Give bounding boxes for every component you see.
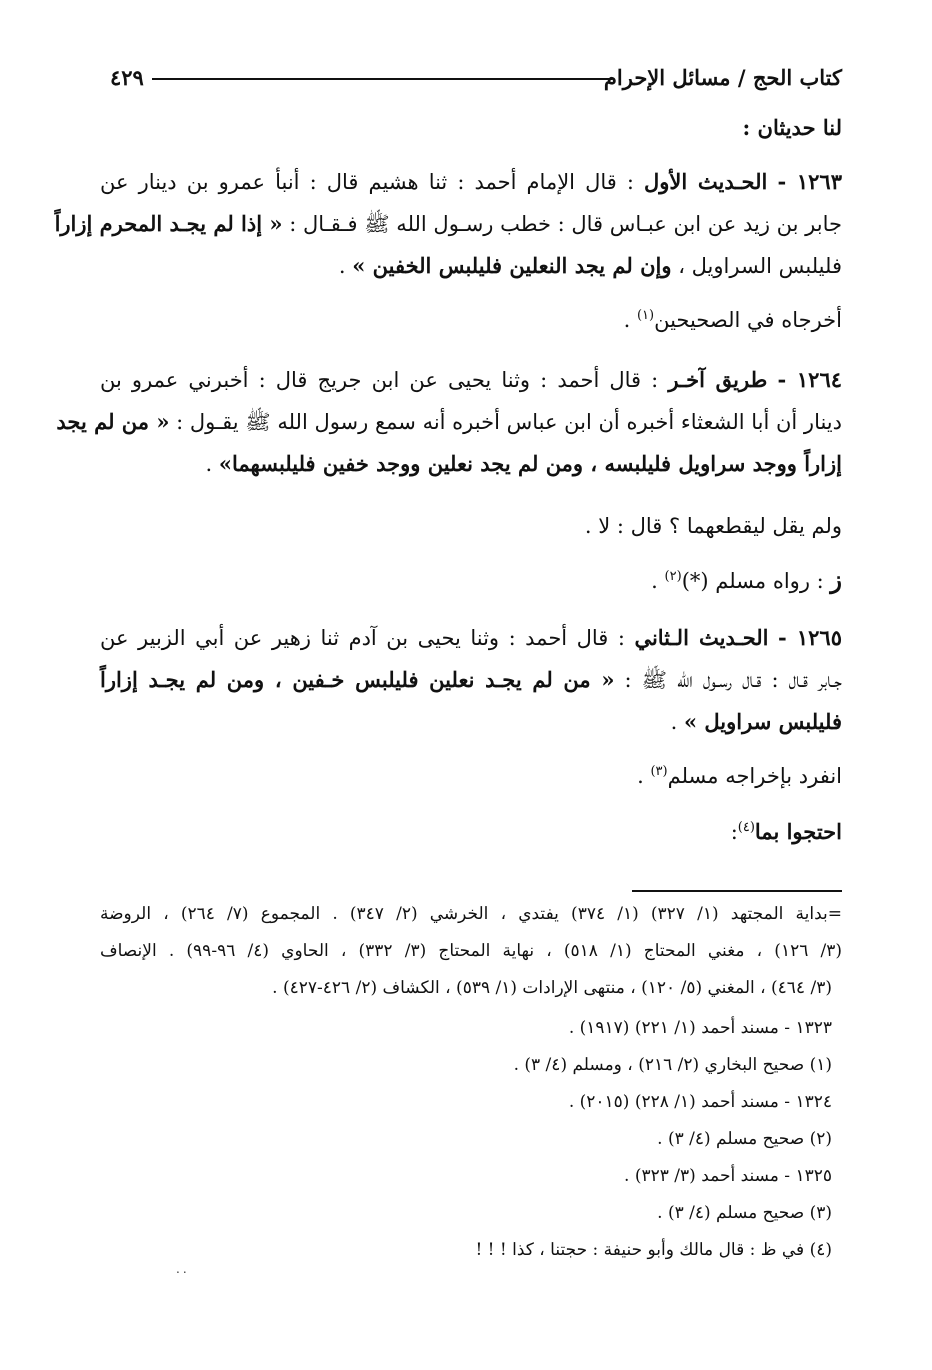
hadith-1264-line-1 (100, 362, 842, 398)
hadith-1263-takhrij (624, 302, 842, 338)
footnote-ref: (٣) (650, 764, 668, 779)
period: . (338, 254, 346, 278)
period: . (670, 710, 678, 734)
footnote-ref: (١) (636, 308, 655, 323)
footnote-4: (٤) في ظ : قال مالك وأبو حنيفة : حجتنا ، كذا ! ! ! (475, 1240, 832, 1260)
hadith-1265-line-1 (100, 620, 842, 656)
footnote-ref: (٤) (737, 820, 755, 835)
takhrij-text: انفرد بإخراجه مسلم (667, 764, 842, 788)
hadith-1263-line-2 (54, 206, 842, 242)
footnote-ref: (٢) (664, 569, 682, 584)
period: . (205, 452, 213, 476)
zawaid-text: : رواه مسلم (*) (681, 569, 824, 593)
footnote-2: (٢) صحيح مسلم (٤/ ٣) . (657, 1129, 832, 1149)
isnad-text: : قال أحمد : وثنا يحيى بن آدم ثنا زهير عن أبي الزبير عن (100, 626, 625, 650)
hadith-1263-line-1 (100, 164, 842, 200)
matn-text: « إذا لم يجـد المحرم إزاراً (54, 211, 283, 236)
footnote-1323: ١٣٢٣ - مسند أحمد (١/ ٢٢١) (١٩١٧) . (568, 1018, 832, 1038)
period: . (637, 764, 644, 788)
footnote-continued-3: (٣/ ٤٦٤) ، المغني (٥/ ١٢٠) ، منتهى الإرادات (١/ ٥٣٩) ، الكشاف (٢/ ٤٢٦-٤٢٧) . (272, 978, 832, 998)
hadith-1264-line-3 (206, 446, 843, 482)
isnad-text: جابر بن زيد عن ابن عبـاس قال : خطب رسـول الله ﷺ فـقـال : (289, 212, 842, 236)
zay-marker: ز (830, 565, 842, 594)
footnote-continued-2: (٣/ ١٢٦) ، مغني المحتاج (١/ ٥١٨) ، نهاية المحتاج (٣/ ٣٣٢) ، الحاوي (٤/ ٩٦-٩٩) . الإنصاف (100, 941, 843, 961)
argument-text: احتجوا بما (754, 819, 842, 844)
hadith-number: ١٢٦٣ - (777, 169, 842, 194)
colon: : (730, 820, 738, 844)
period: . (651, 569, 658, 593)
matn-text: فليلبس السراويل ، (678, 254, 842, 278)
running-title: كتاب الحج / مسائل الإحرام (603, 65, 842, 90)
matn-text: إزاراً ووجد سراويل فليلبسه ، ومن لم يجد نعلين ووجد خفين فليلبسهما» (218, 451, 842, 476)
matn-text: فليلبس سراويل » (683, 709, 842, 734)
isnad-text: جـابر قـال : قـال رسـول الله ﷺ : (624, 668, 842, 692)
hadith-1264-question (585, 508, 842, 544)
matn-text: « من لم يجـد نعلين فليلبس خـفين ، ومن لم يجـد إزاراً (100, 667, 615, 692)
matn-text: « من لم يجد (56, 409, 170, 434)
footnote-1: (١) صحيح البخاري (٢/ ٢١٦) ، ومسلم (٤/ ٣) . (513, 1055, 832, 1075)
hadith-1265-line-3 (671, 704, 842, 740)
period: . (623, 308, 631, 332)
hadith-number: ١٢٦٥ - (778, 625, 842, 650)
hadith-label: الحـديث الـثاني (634, 625, 769, 650)
intro-line (742, 110, 842, 146)
hadith-1265-line-2 (100, 662, 842, 698)
isnad-text: : قال الإمام أحمد : ثنا هشيم قال : أنبأ عمرو بن دينار عن (100, 170, 634, 194)
isnad-text: دينار أن أبا الشعثاء أخبره أن ابن عباس أخبره أنه سمع رسول الله ﷺ يقـول : (176, 410, 842, 434)
page-number: ٤٢٩ (110, 65, 144, 90)
hadith-1264-line-2 (56, 404, 842, 440)
hadith-1264-zawaid (651, 562, 842, 599)
footnote-3: (٣) صحيح مسلم (٤/ ٣) . (657, 1203, 832, 1223)
footnote-1324: ١٣٢٤ - مسند أحمد (١/ ٢٢٨) (٢٠١٥) . (568, 1092, 832, 1112)
question-text: ولم يقل ليقطعهما ؟ قال : لا . (584, 514, 842, 538)
footnote-1325: ١٣٢٥ - مسند أحمد (٣/ ٣٢٣) . (624, 1166, 832, 1186)
hadith-label: الحـديث الأول (644, 169, 768, 194)
matn-text: وإن لم يجد النعلين فليلبس الخفين » (352, 253, 672, 278)
argument-intro (731, 814, 842, 850)
hadith-number: ١٢٦٤ - (777, 367, 843, 392)
takhrij-text: أخرجاه في الصحيحين (654, 308, 842, 332)
intro-text: لنا حديثان : (742, 115, 842, 140)
footnote-separator (632, 890, 842, 892)
hadith-1265-takhrij (637, 758, 842, 794)
hadith-1263-line-3 (339, 248, 842, 284)
scan-speck: .. (176, 1262, 190, 1276)
hadith-label: طريق آخـر (668, 367, 768, 392)
isnad-text: : قال أحمد : وثنا يحيى عن ابن جريج قال : أخبرني عمرو بن (100, 368, 659, 392)
footnote-continued-1: =بداية المجتهد (١/ ٣٢٧) (١/ ٣٧٤) يفتدي ، الخرشي (٢/ ٣٤٧) . المجموع (٧/ ٢٦٤) ، الروضة (100, 904, 842, 924)
